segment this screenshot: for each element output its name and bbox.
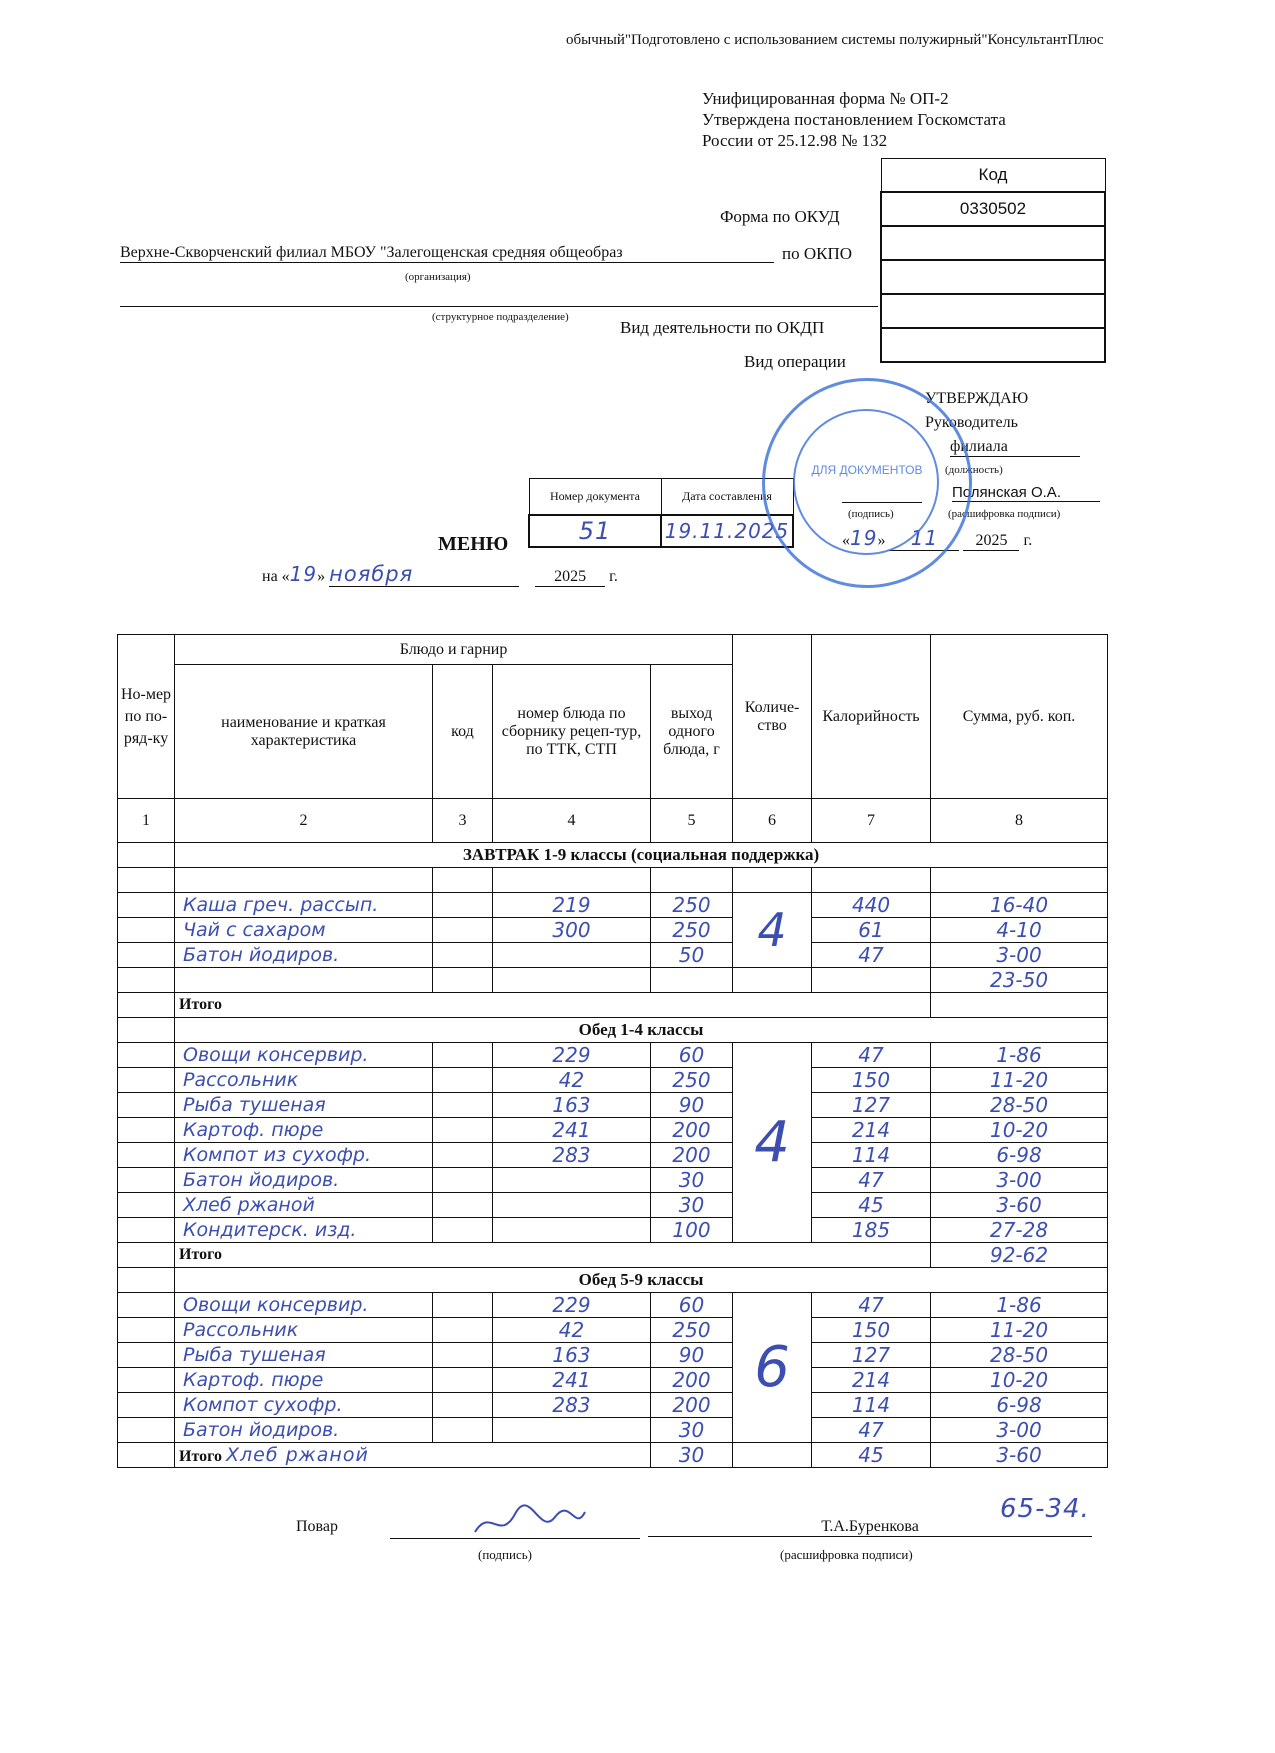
dish-sum: 10-20 bbox=[931, 1368, 1108, 1393]
dish-output: 250 bbox=[651, 918, 733, 943]
dish-output: 250 bbox=[651, 1318, 733, 1343]
col-output-header: выход одного блюда, г bbox=[651, 665, 733, 799]
col-cal-header: Калорийность bbox=[812, 635, 931, 799]
dish-sum: 16-40 bbox=[931, 893, 1108, 918]
dish-sum: 28-50 bbox=[931, 1343, 1108, 1368]
dish-name: Чай с сахаром bbox=[175, 918, 433, 943]
cook-signature bbox=[470, 1502, 590, 1530]
dish-cal: 214 bbox=[812, 1118, 931, 1143]
okpo-value bbox=[881, 226, 1105, 260]
organization-stamp bbox=[762, 378, 972, 588]
form-header-line1: Унифицированная форма № ОП-2 bbox=[702, 89, 949, 108]
table-row bbox=[118, 1043, 1108, 1068]
dish-group-header: Блюдо и гарнир bbox=[175, 635, 733, 665]
section-qty: 4 bbox=[733, 893, 812, 968]
table-row bbox=[118, 1368, 1108, 1393]
col-code-header: код bbox=[433, 665, 493, 799]
approval-day: 19 bbox=[850, 526, 878, 550]
form-header-line3: России от 25.12.98 № 132 bbox=[702, 131, 888, 150]
codes-header: Код bbox=[881, 159, 1105, 193]
dish-sum: 6-98 bbox=[931, 1143, 1108, 1168]
approval-position-caption: (должность) bbox=[945, 464, 1003, 476]
dish-output: 90 bbox=[651, 1093, 733, 1118]
table-row bbox=[118, 1393, 1108, 1418]
menu-month: ноября bbox=[329, 562, 519, 587]
subdivision-caption: (структурное подразделение) bbox=[432, 311, 569, 323]
okud-label: Форма по ОКУД bbox=[720, 207, 840, 226]
total-dish-name: Хлеб ржаной bbox=[225, 1444, 369, 1466]
dish-recipe: 283 bbox=[493, 1143, 651, 1168]
total-label: Итого bbox=[175, 993, 931, 1018]
table-row bbox=[118, 1418, 1108, 1443]
section-qty: 4 bbox=[733, 1043, 812, 1243]
dish-name: Картоф. пюре bbox=[175, 1118, 433, 1143]
approval-title: УТВЕРЖДАЮ bbox=[925, 390, 1029, 407]
okdp-value bbox=[881, 294, 1105, 328]
dish-name: Компот сухофр. bbox=[175, 1393, 433, 1418]
total-row bbox=[118, 1443, 1108, 1468]
dish-recipe bbox=[493, 943, 651, 968]
dish-output: 250 bbox=[651, 1068, 733, 1093]
doc-number-header: Номер документа bbox=[529, 479, 661, 515]
dish-output: 50 bbox=[651, 943, 733, 968]
menu-day: 19 bbox=[289, 562, 318, 586]
total-row bbox=[118, 993, 1108, 1018]
dish-cal: 114 bbox=[812, 1393, 931, 1418]
section-title: Обед 1-4 классы bbox=[175, 1018, 1108, 1043]
dish-recipe bbox=[493, 1168, 651, 1193]
total-sum bbox=[931, 993, 1108, 1018]
dish-name: Рыба тушеная bbox=[175, 1343, 433, 1368]
table-row bbox=[118, 1143, 1108, 1168]
document-number-table bbox=[528, 478, 794, 548]
form-header bbox=[702, 88, 1006, 151]
dish-name: Картоф. пюре bbox=[175, 1368, 433, 1393]
dish-name: Батон йодиров. bbox=[175, 943, 433, 968]
dish-sum: 1-86 bbox=[931, 1043, 1108, 1068]
okud-value: 0330502 bbox=[881, 192, 1105, 226]
dish-recipe: 163 bbox=[493, 1343, 651, 1368]
dish-output: 30 bbox=[651, 1193, 733, 1218]
cook-name-caption: (расшифровка подписи) bbox=[780, 1547, 913, 1562]
dish-name: Хлеб ржаной bbox=[175, 1193, 433, 1218]
dish-sum: 3-00 bbox=[931, 1418, 1108, 1443]
form-header-line2: Утверждена постановлением Госкомстата bbox=[702, 110, 1006, 129]
table-row bbox=[118, 943, 1108, 968]
dish-name: Батон йодиров. bbox=[175, 1418, 433, 1443]
dish-recipe: 229 bbox=[493, 1293, 651, 1318]
dish-output: 200 bbox=[651, 1143, 733, 1168]
table-row bbox=[118, 893, 1108, 918]
approval-name-caption: (расшифровка подписи) bbox=[948, 508, 1061, 520]
dish-name: Кондитерск. изд. bbox=[175, 1218, 433, 1243]
approval-signature-caption: (подпись) bbox=[848, 508, 894, 520]
approval-name: Полянская О.А. bbox=[952, 484, 1100, 502]
table-row bbox=[118, 918, 1108, 943]
dish-name: Овощи консервир. bbox=[175, 1043, 433, 1068]
dish-sum: 27-28 bbox=[931, 1218, 1108, 1243]
col-num-header: Но-мер по по-ряд-ку bbox=[118, 635, 175, 799]
table-row bbox=[118, 1168, 1108, 1193]
menu-date: на «19» ноября 2025 г. bbox=[262, 562, 618, 586]
subdivision-line bbox=[120, 306, 878, 307]
doc-date: 19.11.2025 bbox=[661, 515, 793, 547]
dish-cal: 127 bbox=[812, 1093, 931, 1118]
dish-recipe bbox=[493, 1418, 651, 1443]
grand-total: 65-34. bbox=[1000, 1494, 1090, 1524]
section-subtotal: 23-50 bbox=[931, 968, 1108, 993]
cook-name: Т.А.Буренкова bbox=[648, 1518, 1092, 1537]
dish-sum: 3-00 bbox=[931, 943, 1108, 968]
dish-name: Каша греч. рассып. bbox=[175, 893, 433, 918]
menu-title: МЕНЮ bbox=[438, 533, 509, 555]
col-number: 8 bbox=[931, 799, 1108, 843]
total-output: 30 bbox=[651, 1443, 733, 1468]
dish-output: 200 bbox=[651, 1368, 733, 1393]
dish-cal: 47 bbox=[812, 1043, 931, 1068]
dish-output: 60 bbox=[651, 1293, 733, 1318]
approval-position: Руководитель bbox=[925, 414, 1018, 431]
dish-name: Рассольник bbox=[175, 1318, 433, 1343]
col-qty-header: Количе-ство bbox=[733, 635, 812, 799]
dish-cal: 150 bbox=[812, 1068, 931, 1093]
menu-year: 2025 bbox=[535, 568, 605, 587]
menu-year-suffix: г. bbox=[609, 568, 618, 585]
dish-sum: 28-50 bbox=[931, 1093, 1108, 1118]
table-row bbox=[118, 1293, 1108, 1318]
approval-position2: филиала bbox=[950, 438, 1080, 457]
table-row bbox=[118, 1343, 1108, 1368]
dish-cal: 47 bbox=[812, 1418, 931, 1443]
table-row bbox=[118, 1068, 1108, 1093]
dish-recipe: 229 bbox=[493, 1043, 651, 1068]
signature-icon bbox=[470, 1502, 590, 1542]
approval-year: 2025 bbox=[963, 532, 1019, 551]
col-number: 1 bbox=[118, 799, 175, 843]
dish-name: Батон йодиров. bbox=[175, 1168, 433, 1193]
dish-sum: 6-98 bbox=[931, 1393, 1108, 1418]
col-recipe-header: номер блюда по сборнику рецеп-тур, по ТТК, СТП bbox=[493, 665, 651, 799]
dish-sum: 11-20 bbox=[931, 1318, 1108, 1343]
section-title: Обед 5-9 классы bbox=[175, 1268, 1108, 1293]
approval-month: 11 bbox=[889, 526, 959, 551]
okdp-label: Вид деятельности по ОКДП bbox=[620, 318, 825, 337]
col-number: 5 bbox=[651, 799, 733, 843]
total-label: Итого bbox=[175, 1243, 931, 1268]
dish-recipe: 241 bbox=[493, 1368, 651, 1393]
menu-table bbox=[117, 634, 1108, 1468]
dish-name: Рыба тушеная bbox=[175, 1093, 433, 1118]
dish-name: Рассольник bbox=[175, 1068, 433, 1093]
dish-cal: 440 bbox=[812, 893, 931, 918]
dish-name: Овощи консервир. bbox=[175, 1293, 433, 1318]
dish-recipe: 163 bbox=[493, 1093, 651, 1118]
dish-cal: 47 bbox=[812, 1293, 931, 1318]
dish-recipe: 300 bbox=[493, 918, 651, 943]
dish-output: 100 bbox=[651, 1218, 733, 1243]
dish-recipe: 283 bbox=[493, 1393, 651, 1418]
col-number: 6 bbox=[733, 799, 812, 843]
col-sum-header: Сумма, руб. коп. bbox=[931, 635, 1108, 799]
table-row bbox=[118, 1093, 1108, 1118]
dish-output: 60 bbox=[651, 1043, 733, 1068]
dish-sum: 10-20 bbox=[931, 1118, 1108, 1143]
dish-cal: 214 bbox=[812, 1368, 931, 1393]
dish-sum: 3-60 bbox=[931, 1193, 1108, 1218]
dish-recipe: 42 bbox=[493, 1068, 651, 1093]
dish-recipe bbox=[493, 1193, 651, 1218]
table-row bbox=[118, 968, 1108, 993]
dish-cal: 127 bbox=[812, 1343, 931, 1368]
approval-date: «19» 11 2025 г. bbox=[842, 526, 1033, 550]
col-number: 2 bbox=[175, 799, 433, 843]
cook-label: Повар bbox=[296, 1518, 338, 1535]
dish-sum: 4-10 bbox=[931, 918, 1108, 943]
table-row bbox=[118, 1118, 1108, 1143]
dish-recipe: 219 bbox=[493, 893, 651, 918]
okpo-label: по ОКПО bbox=[782, 244, 853, 263]
menu-on-label: на bbox=[262, 568, 278, 585]
total-sum: 3-60 bbox=[931, 1443, 1108, 1468]
dish-name: Компот из сухофр. bbox=[175, 1143, 433, 1168]
table-row bbox=[118, 1218, 1108, 1243]
dish-output: 30 bbox=[651, 1418, 733, 1443]
organization-caption: (организация) bbox=[405, 271, 471, 283]
dish-cal: 47 bbox=[812, 943, 931, 968]
total-row bbox=[118, 1243, 1108, 1268]
section-qty: 6 bbox=[733, 1293, 812, 1443]
table-row bbox=[118, 1193, 1108, 1218]
cook-signature-caption: (подпись) bbox=[478, 1547, 532, 1562]
dish-cal: 47 bbox=[812, 1168, 931, 1193]
operation-label: Вид операции bbox=[744, 352, 846, 371]
total-sum: 92-62 bbox=[931, 1243, 1108, 1268]
blank-code bbox=[881, 260, 1105, 294]
col-number: 4 bbox=[493, 799, 651, 843]
col-number: 3 bbox=[433, 799, 493, 843]
organization-name: Верхне-Скворченский филиал МБОУ "Залегощенская средняя общеобраз bbox=[120, 244, 774, 263]
doc-number: 51 bbox=[529, 515, 661, 547]
dish-sum: 1-86 bbox=[931, 1293, 1108, 1318]
doc-date-header: Дата составления bbox=[661, 479, 793, 515]
total-label: Итого bbox=[179, 1448, 222, 1465]
col-name-header: наименование и краткая характеристика bbox=[175, 665, 433, 799]
section-title: ЗАВТРАК 1-9 классы (социальная поддержка) bbox=[175, 843, 1108, 868]
stamp-text: ДЛЯ ДОКУМЕНТОВ bbox=[811, 463, 923, 477]
dish-recipe: 42 bbox=[493, 1318, 651, 1343]
consultant-note: обычный"Подготовлено с использованием системы полужирный"КонсультантПлюс bbox=[566, 32, 1104, 48]
dish-output: 200 bbox=[651, 1118, 733, 1143]
dish-output: 200 bbox=[651, 1393, 733, 1418]
dish-cal: 185 bbox=[812, 1218, 931, 1243]
dish-cal: 150 bbox=[812, 1318, 931, 1343]
table-row bbox=[118, 1318, 1108, 1343]
dish-output: 90 bbox=[651, 1343, 733, 1368]
dish-cal: 61 bbox=[812, 918, 931, 943]
dish-cal: 114 bbox=[812, 1143, 931, 1168]
dish-sum: 3-00 bbox=[931, 1168, 1108, 1193]
dish-output: 250 bbox=[651, 893, 733, 918]
codes-table bbox=[880, 158, 1106, 363]
dish-sum: 11-20 bbox=[931, 1068, 1108, 1093]
dish-cal: 45 bbox=[812, 1193, 931, 1218]
dish-recipe: 241 bbox=[493, 1118, 651, 1143]
col-number: 7 bbox=[812, 799, 931, 843]
operation-value bbox=[881, 328, 1105, 362]
total-cal: 45 bbox=[812, 1443, 931, 1468]
dish-recipe bbox=[493, 1218, 651, 1243]
dish-output: 30 bbox=[651, 1168, 733, 1193]
approval-year-suffix: г. bbox=[1023, 532, 1033, 549]
